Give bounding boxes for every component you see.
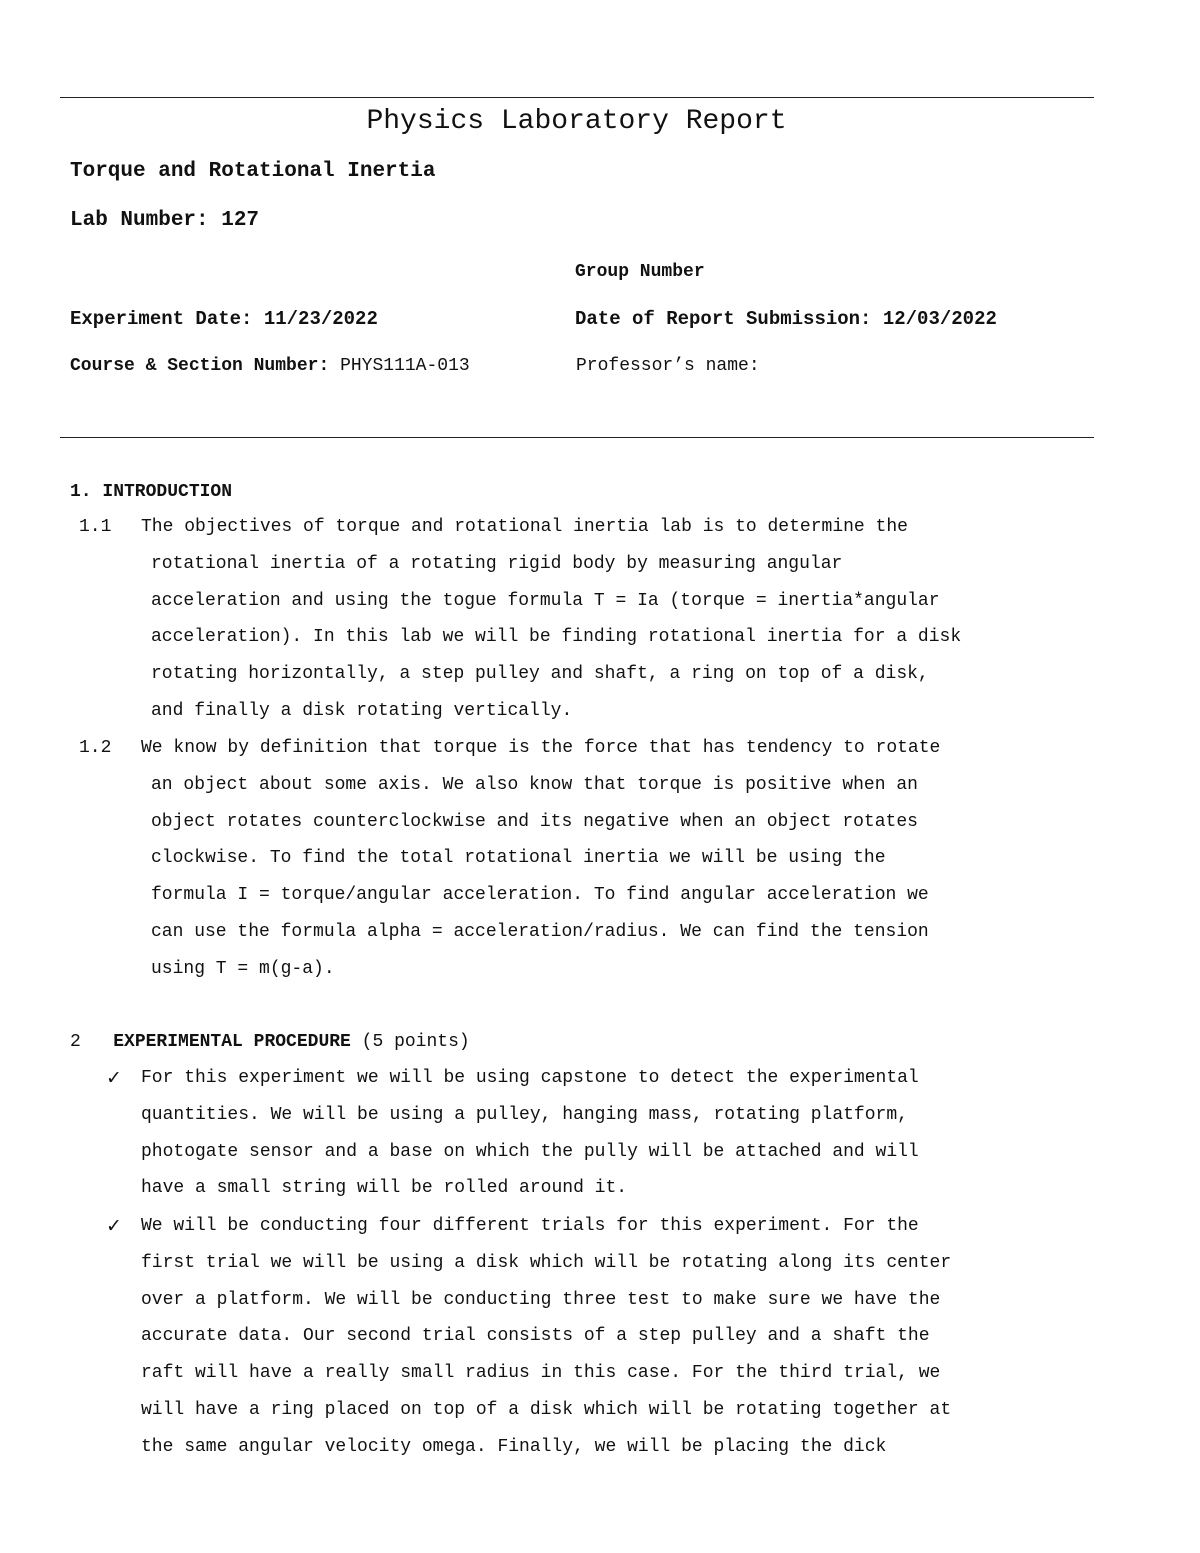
- paragraph-line: over a platform. We will be conducting three test to make sure we have the: [141, 1289, 941, 1310]
- paragraph-line: formula I = torque/angular acceleration. To find angular acceleration we: [151, 885, 929, 906]
- paragraph-line: raft will have a really small radius in this case. For the third trial, we: [141, 1363, 941, 1384]
- paragraph-line: accurate data. Our second trial consists of a step pulley and a shaft the: [141, 1326, 930, 1347]
- paragraph-line: first trial we will be using a disk which will be rotating along its center: [141, 1252, 952, 1273]
- course-section-label: Course & Section Number:: [70, 356, 330, 376]
- paragraph-line: and finally a disk rotating vertically.: [151, 700, 573, 721]
- paragraph-line: photogate sensor and a base on which the pully will be attached and will: [141, 1141, 919, 1162]
- paragraph-line: clockwise. To find the total rotational inertia we will be using the: [151, 848, 886, 869]
- procedure-bullet-2: [141, 1208, 951, 1466]
- paragraph-line: using T = m(g-a).: [151, 958, 335, 979]
- paragraph-line: an object about some axis. We also know that torque is positive when an: [151, 774, 918, 795]
- procedure-number: 2: [70, 1032, 81, 1052]
- course-section: [70, 354, 470, 378]
- paragraph-line: For this experiment we will be using capstone to detect the experimental: [141, 1068, 919, 1088]
- intro-item-number: 1.2: [79, 738, 112, 758]
- introduction-heading: 1. INTRODUCTION: [70, 482, 233, 502]
- paragraph-line: can use the formula alpha = acceleration/radius. We can find the tension: [151, 921, 929, 942]
- professor-name-label: Professor’s name:: [576, 356, 760, 376]
- course-section-value: PHYS111A-013: [340, 356, 470, 376]
- paragraph-line: will have a ring placed on top of a disk which will be rotating together at: [141, 1399, 952, 1420]
- lab-number: Lab Number: 127: [70, 209, 260, 232]
- procedure-heading: [70, 1030, 470, 1054]
- paragraph-line: rotating horizontally, a step pulley and shaft, a ring on top of a disk,: [151, 664, 929, 685]
- paragraph-line: The objectives of torque and rotational inertia lab is to determine the: [141, 517, 908, 537]
- paragraph-line: quantities. We will be using a pulley, hanging mass, rotating platform,: [141, 1104, 908, 1125]
- paragraph-line: object rotates counterclockwise and its negative when an object rotates: [151, 811, 918, 832]
- intro-paragraph-1-2: [141, 730, 940, 988]
- submission-date: Date of Report Submission: 12/03/2022: [575, 308, 997, 330]
- paragraph-line: We know by definition that torque is the force that has tendency to rotate: [141, 738, 941, 758]
- page-title: Physics Laboratory Report: [366, 106, 787, 137]
- intro-paragraph-1-1: [141, 509, 961, 730]
- checkmark-icon: ✓: [106, 1067, 122, 1089]
- procedure-title: EXPERIMENTAL PROCEDURE: [113, 1032, 351, 1052]
- group-number-label: Group Number: [575, 262, 705, 282]
- paragraph-line: have a small string will be rolled around it.: [141, 1178, 628, 1199]
- paragraph-line: acceleration). In this lab we will be finding rotational inertia for a disk: [151, 627, 962, 648]
- checkmark-icon: ✓: [106, 1215, 122, 1237]
- procedure-points: (5 points): [361, 1032, 470, 1052]
- bottom-divider: [60, 437, 1094, 438]
- experiment-date: Experiment Date: 11/23/2022: [70, 308, 378, 330]
- paragraph-line: the same angular velocity omega. Finally, we will be placing the dick: [141, 1436, 887, 1457]
- report-subtitle: Torque and Rotational Inertia: [70, 160, 436, 183]
- paragraph-line: acceleration and using the togue formula T = Ia (torque = inertia*angular: [151, 590, 940, 611]
- top-divider: [60, 97, 1094, 98]
- procedure-bullet-1: [141, 1060, 919, 1207]
- paragraph-line: rotational inertia of a rotating rigid body by measuring angular: [151, 553, 843, 574]
- intro-item-number: 1.1: [79, 517, 112, 537]
- paragraph-line: We will be conducting four different trials for this experiment. For the: [141, 1216, 919, 1236]
